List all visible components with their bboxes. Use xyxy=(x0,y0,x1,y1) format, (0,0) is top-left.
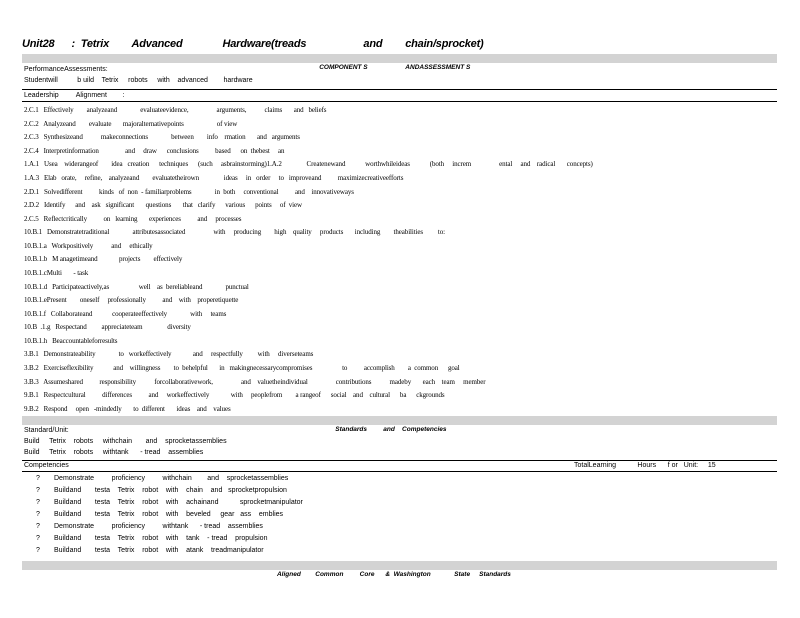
bullet-icon: ? xyxy=(36,511,40,518)
leadership-line: 10.B.1.b M anagetimeand projects effectively xyxy=(24,255,183,264)
competency-item: Buildand testa Tetrix robot with tank - tread propulsion xyxy=(54,535,268,542)
competency-item: Buildand testa Tetrix robot with chain and sprocketpropulsion xyxy=(54,487,287,494)
standard-line: Build Tetrix robots withtank - tread assemblies xyxy=(24,449,204,456)
leadership-line: 1.A.3 Elab orate, refine, analyzeand evaluatetheirown ideas in order to improveand maximizecreativeefforts xyxy=(24,173,404,182)
divider xyxy=(22,471,777,472)
leadership-line: 2.C.4 Interpretinformation and draw conclusions based on thebest an xyxy=(24,146,285,155)
leadership-line: 3.B.2 Exerciseflexibility and willingness to behelpful in makingnecessarycompromises to accomplish a common goal xyxy=(24,364,460,372)
leadership-line: 2.C.5 Reflectcritically on learning experiences and processes xyxy=(24,214,242,223)
leadership-label: Leadership Alignment : xyxy=(24,92,125,99)
leadership-line: 2.C.1 Effectively analyzeand evaluateevidence, arguments, claims and beliefs xyxy=(24,106,327,114)
leadership-line: 2.D.2 Identify and ask significant questions that clarify various points of view xyxy=(24,201,302,210)
leadership-line: 10.B.1.ePresent oneself professionally and with properetiquette xyxy=(24,296,239,305)
leadership-line: 10.B.1.d Participateactively,as well as bereliableand punctual xyxy=(24,282,249,291)
leadership-line: 9.B.1 Respectcultural differences and workeffectively with peoplefrom a rangeof social and cultural ba ckgrounds xyxy=(24,391,445,400)
divider xyxy=(22,101,777,102)
leadership-line: 2.D.1 Solvedifferent kinds of non - familiarproblems in both conventional and innovativeways xyxy=(24,187,354,196)
bullet-icon: ? xyxy=(36,535,40,542)
unit-title: Unit28 : Tetrix Advanced Hardware(treads and chain/sprocket) xyxy=(22,38,484,50)
leadership-line: 1.A.1 Usea widerangeof idea creation techniques (such asbrainstorming)1.A.2 Createnewand worthwhileideas (both increm ental and radical concepts) xyxy=(24,160,593,169)
footer-header-bar xyxy=(22,561,777,578)
bullet-icon: ? xyxy=(36,475,40,482)
competency-item: Buildand testa Tetrix robot with beveled gear ass emblies xyxy=(54,511,284,518)
divider xyxy=(22,460,777,461)
leadership-line: 10.B.1.f Collaborateand cooperateeffectively with teams xyxy=(24,309,227,318)
standard-line: Build Tetrix robots withchain and sprocketassemblies xyxy=(24,438,227,445)
leadership-line: 10.B.1.a Workpositively and ethically xyxy=(24,241,153,250)
leadership-line: 10.B.1 Demonstratetraditional attributesassociated with producing high quality products including theabilities to: xyxy=(24,228,445,237)
bullet-icon: ? xyxy=(36,499,40,506)
performance-text: Studentwill b uild Tetrix robots with advanced hardware xyxy=(24,77,253,84)
components-header: COMPONENT S ANDASSESSMENT S xyxy=(319,64,471,71)
divider xyxy=(22,89,777,90)
competency-item: Demonstrate proficiency withchain and sprocketassemblies xyxy=(54,475,289,482)
leadership-line: 3.B.3 Assumeshared responsibility forcollaborativework, and valuetheindividual contributions madeby each team member xyxy=(24,377,486,386)
standard-label: Standard/Unit: xyxy=(24,427,69,434)
leadership-line: 9.B.2 Respond open -mindedly to different ideas and values xyxy=(24,404,231,413)
competencies-label: Competencies xyxy=(24,462,69,469)
leadership-line: 10.B.1.cMulti - task xyxy=(24,269,89,277)
leadership-line: 2.C.3 Synthesizeand makeconnections between info rmation and arguments xyxy=(24,133,300,142)
footer-header: Aligned Common Core & Washington State Standards xyxy=(276,571,511,578)
standards-header: Standards and Competencies xyxy=(335,426,447,433)
leadership-line: 10.B .1.g Respectand appreciateteam diversity xyxy=(24,323,191,332)
leadership-line: 3.B.1 Demonstrateability to workeffectively and respectfully with diverseteams xyxy=(24,350,314,359)
leadership-line: 10.B.1.h Beaccountableforresults xyxy=(24,336,118,345)
competency-item: Buildand testa Tetrix robot with atank treadmanipulator xyxy=(54,547,264,554)
bullet-icon: ? xyxy=(36,547,40,554)
bullet-icon: ? xyxy=(36,523,40,530)
performance-label: PerformanceAssessments: xyxy=(24,66,108,73)
leadership-line: 2.C.2 Analyzeand evaluate majoralternativepoints of view xyxy=(24,119,238,128)
competency-item: Buildand testa Tetrix robot with achainand sprocketmanipulator xyxy=(54,499,303,506)
total-hours: TotalLearning Hours f or Unit: 15 xyxy=(574,462,716,469)
competency-item: Demonstrate proficiency withtank - tread assemblies xyxy=(54,523,263,530)
bullet-icon: ? xyxy=(36,487,40,494)
